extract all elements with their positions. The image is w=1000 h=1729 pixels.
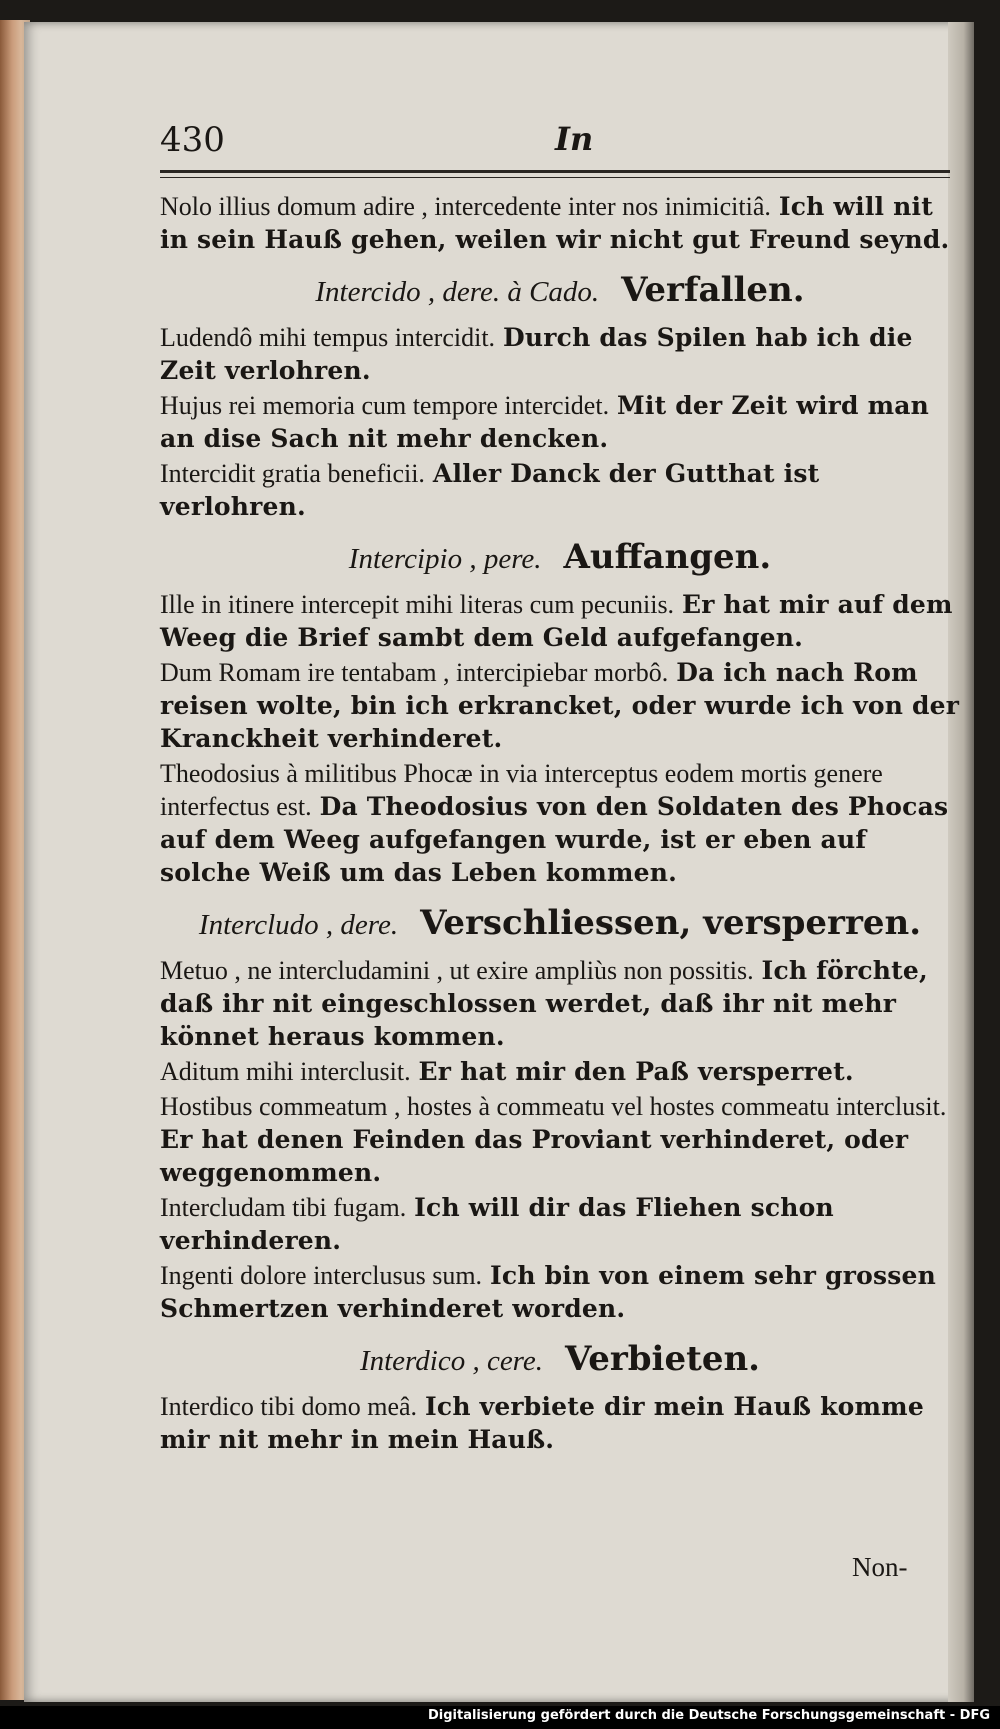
headword-german: Verfallen. (621, 270, 805, 310)
german-translation: Durch das Spilen hab ich die Zeit verlohren. (160, 323, 913, 385)
entry-example (160, 1191, 960, 1257)
footer-bar (0, 1706, 1000, 1729)
headword (160, 537, 960, 580)
entry-example (160, 190, 960, 256)
german-translation: Ich förchte, daß ihr nit eingeschlossen werdet, daß ihr nit mehr könnet heraus kommen. (160, 956, 928, 1051)
entry-example (160, 656, 960, 755)
latin-phrase: Hostibus commeatum , hostes à commeatu vel hostes commeatu interclusit. (160, 1092, 947, 1121)
dictionary-column (160, 190, 960, 1458)
headword (160, 270, 960, 313)
headword-latin: Intercludo , dere. (198, 909, 399, 941)
headword (160, 903, 960, 946)
latin-phrase: Ille in itinere intercepit mihi literas cum pecuniis. (160, 590, 675, 619)
latin-phrase: Metuo , ne intercludamini , ut exire ampliùs non possitis. (160, 956, 754, 985)
latin-phrase: Ludendô mihi tempus intercidit. (160, 323, 496, 352)
header-rule (160, 170, 950, 178)
entry-example (160, 321, 960, 387)
entry-example (160, 1390, 960, 1456)
footer-credit: Digitalisierung gefördert durch die Deutsche Forschungsgemeinschaft - DFG (427, 1708, 990, 1723)
latin-phrase: Aditum mihi interclusit. (160, 1057, 411, 1086)
german-translation: Ich verbiete dir mein Hauß komme mir nit mehr in mein Hauß. (160, 1392, 924, 1454)
german-translation: Aller Danck der Gutthat ist verlohren. (160, 459, 820, 521)
page-number: 430 (160, 120, 225, 160)
catchword: Non- (852, 1552, 908, 1582)
headword-german: Verschliessen, versperren. (420, 903, 922, 943)
entry-example (160, 757, 960, 889)
latin-phrase: Intercidit gratia beneficii. (160, 459, 425, 488)
german-translation: Ich will dir das Fliehen schon verhinderen. (160, 1193, 834, 1255)
latin-phrase: Ingenti dolore interclusus sum. (160, 1261, 483, 1290)
headword (160, 1339, 960, 1382)
entry-example (160, 389, 960, 455)
entry-example (160, 1090, 960, 1189)
running-head: In (555, 120, 594, 158)
latin-phrase: Nolo illius domum adire , intercedente inter nos inimicitiâ. (160, 192, 771, 221)
german-translation: Mit der Zeit wird man an dise Sach nit mehr dencken. (160, 391, 930, 453)
entry-example (160, 457, 960, 523)
german-translation: Ich will nit in sein Hauß gehen, weilen wir nicht gut Freund seynd. (160, 192, 950, 254)
headword-german: Verbieten. (564, 1339, 761, 1379)
entry-example (160, 1259, 960, 1325)
page-header (160, 120, 950, 180)
latin-phrase: Theodosius à militibus Phocæ in via interceptus eodem mortis genere interfectus est. (160, 759, 883, 821)
latin-phrase: Hujus rei memoria cum tempore intercidet. (160, 391, 610, 420)
german-translation: Ich bin von einem sehr grossen Schmertzen verhinderet worden. (160, 1261, 936, 1323)
entry-example (160, 1055, 960, 1088)
entry-example (160, 954, 960, 1053)
german-translation: Er hat mir den Paß versperret. (418, 1057, 854, 1086)
headword-latin: Interdico , cere. (359, 1345, 544, 1377)
german-translation: Da ich nach Rom reisen wolte, bin ich erkrancket, oder wurde ich von der Kranckheit verhinderet. (160, 658, 960, 753)
german-translation: Er hat denen Feinden das Proviant verhinderet, oder weggenommen. (160, 1125, 909, 1187)
headword-latin: Intercipio , pere. (348, 543, 542, 575)
german-translation: Er hat mir auf dem Weeg die Brief sambt dem Geld aufgefangen. (160, 590, 953, 652)
latin-phrase: Intercludam tibi fugam. (160, 1193, 407, 1222)
headword-german: Auffangen. (563, 537, 772, 577)
latin-phrase: Interdico tibi domo meâ. (160, 1392, 418, 1421)
entry-example (160, 588, 960, 654)
latin-phrase: Dum Romam ire tentabam , intercipiebar morbô. (160, 658, 669, 687)
headword-latin: Intercido , dere. à Cado. (315, 276, 600, 308)
german-translation: Da Theodosius von den Soldaten des Phocas auf dem Weeg aufgefangen wurde, ist er eben auf solche Weiß um das Leben kommen. (160, 792, 949, 887)
